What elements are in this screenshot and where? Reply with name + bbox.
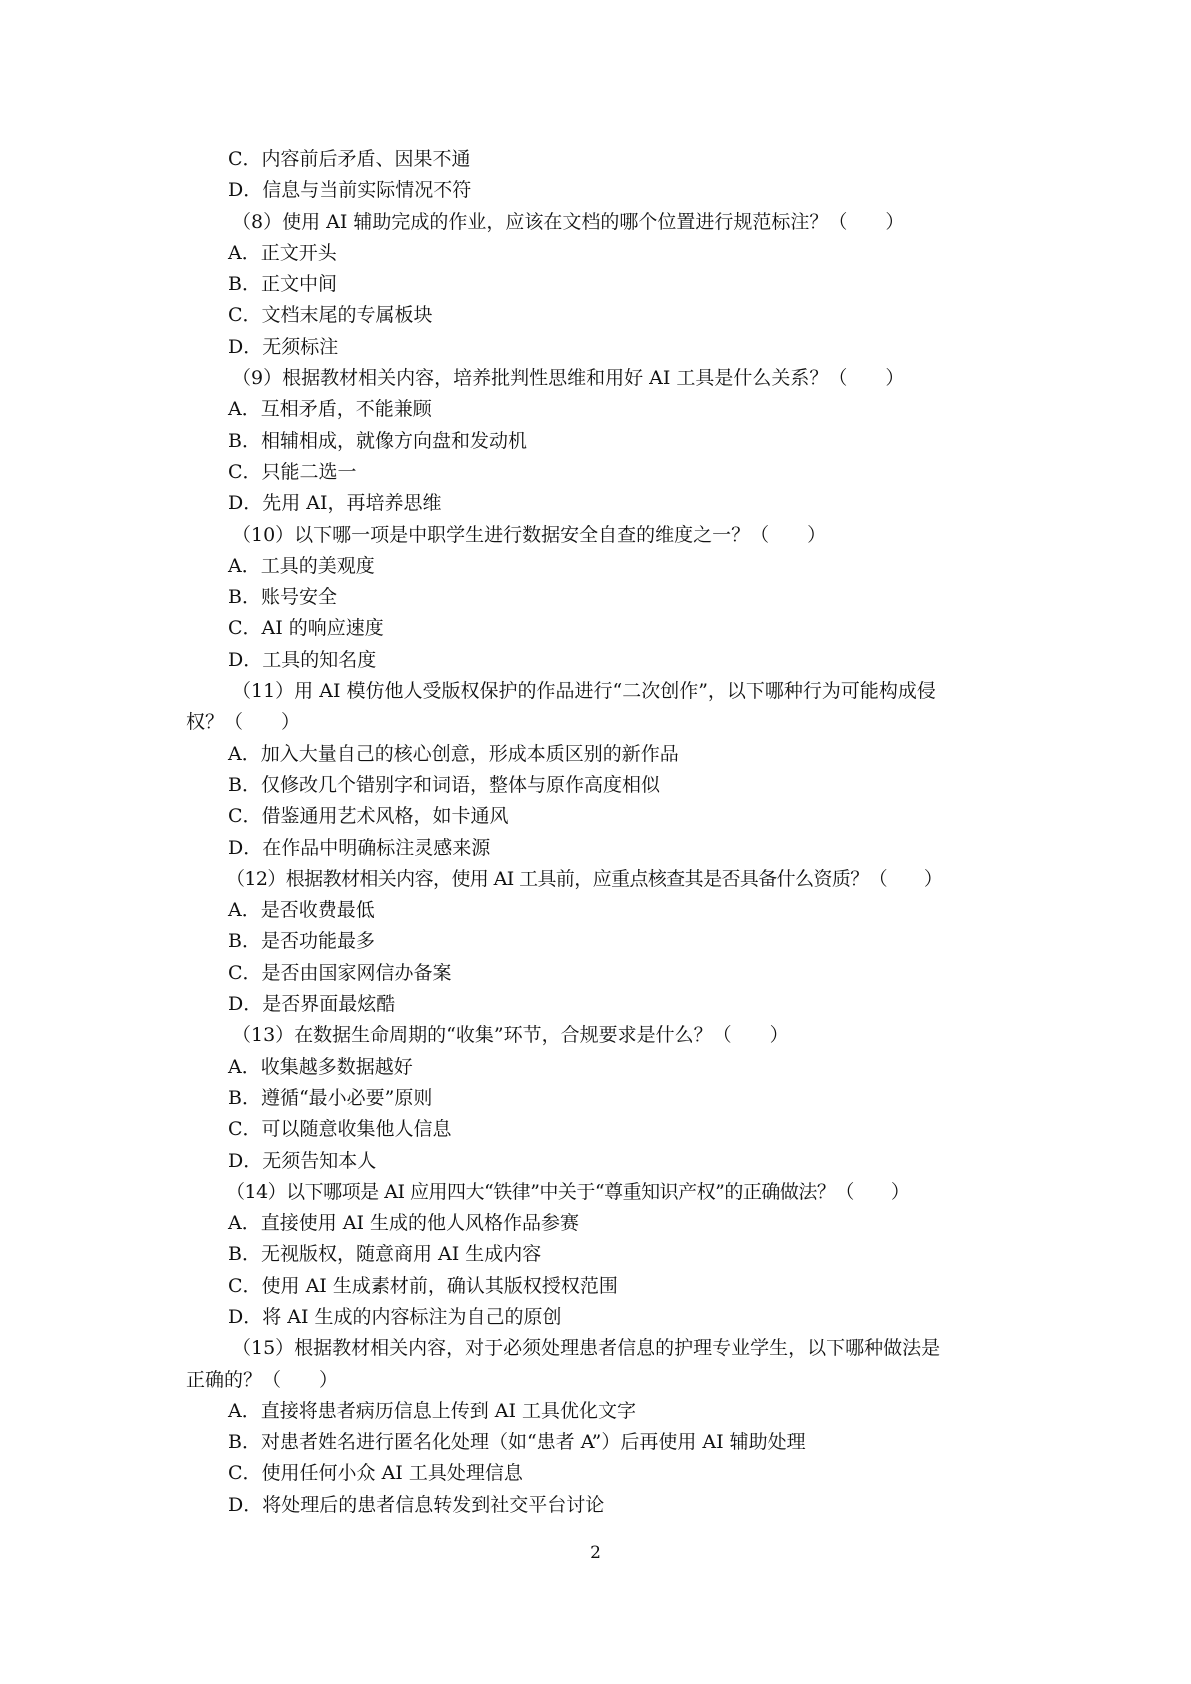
option-line: D．在作品中明确标注灵感来源 <box>228 836 491 859</box>
option-line: D．无须标注 <box>228 335 339 358</box>
option-line: A．收集越多数据越好 <box>228 1055 413 1078</box>
question-11-continuation: 权？（ ） <box>186 711 301 734</box>
question-15-continuation: 正确的？（ ） <box>186 1368 339 1391</box>
option-line: B．相辅相成，就像方向盘和发动机 <box>228 429 527 452</box>
question-11: （11）用 AI 模仿他人受版权保护的作品进行“二次创作”，以下哪种行为可能构成侵 <box>232 680 936 703</box>
option-line: B．无视版权，随意商用 AI 生成内容 <box>228 1243 542 1266</box>
option-line: C．是否由国家网信办备案 <box>228 961 452 984</box>
page-number: 2 <box>590 1543 601 1563</box>
option-line: D．信息与当前实际情况不符 <box>228 179 472 202</box>
option-line: A．直接使用 AI 生成的他人风格作品参赛 <box>228 1212 580 1235</box>
option-line: A．互相矛盾，不能兼顾 <box>228 398 432 421</box>
option-line: B．仅修改几个错别字和词语，整体与原作高度相似 <box>228 773 660 796</box>
question-8: （8）使用 AI 辅助完成的作业，应该在文档的哪个位置进行规范标注？（ ） <box>232 210 905 233</box>
option-line: D．是否界面最炫酷 <box>228 993 396 1016</box>
option-line: B．是否功能最多 <box>228 930 375 953</box>
option-line: A．正文开头 <box>228 241 337 264</box>
question-10: （10）以下哪一项是中职学生进行数据安全自查的维度之一？（ ） <box>232 523 827 546</box>
option-line: C．AI 的响应速度 <box>228 617 384 640</box>
option-line: C．只能二选一 <box>228 460 357 483</box>
option-line: B．遵循“最小必要”原则 <box>228 1086 433 1109</box>
option-line: C．使用 AI 生成素材前，确认其版权授权范围 <box>228 1274 618 1297</box>
option-line: A．直接将患者病历信息上传到 AI 工具优化文字 <box>228 1399 637 1422</box>
option-line: B．对患者姓名进行匿名化处理（如“患者 A”）后再使用 AI 辅助处理 <box>228 1431 806 1454</box>
question-14: （14）以下哪项是 AI 应用四大“铁律”中关于“尊重知识产权”的正确做法？（ ） <box>226 1180 910 1203</box>
option-line: A．是否收费最低 <box>228 899 375 922</box>
option-line: D．工具的知名度 <box>228 648 377 671</box>
option-line: D．将处理后的患者信息转发到社交平台讨论 <box>228 1493 605 1516</box>
option-line: C．文档末尾的专属板块 <box>228 304 433 327</box>
option-line: B．正文中间 <box>228 273 337 296</box>
question-15: （15）根据教材相关内容，对于必须处理患者信息的护理专业学生，以下哪种做法是 <box>232 1337 941 1360</box>
question-13: （13）在数据生命周期的“收集”环节，合规要求是什么？（ ） <box>232 1024 789 1047</box>
option-line: C．使用任何小众 AI 工具处理信息 <box>228 1462 523 1485</box>
option-line: C．借鉴通用艺术风格，如卡通风 <box>228 805 509 828</box>
question-12: （12）根据教材相关内容，使用 AI 工具前，应重点核查其是否具备什么资质？（ ） <box>226 867 943 890</box>
option-line: D．将 AI 生成的内容标注为自己的原创 <box>228 1305 562 1328</box>
option-line: D．无须告知本人 <box>228 1149 377 1172</box>
option-line: A．加入大量自己的核心创意，形成本质区别的新作品 <box>228 742 679 765</box>
option-line: A．工具的美观度 <box>228 554 375 577</box>
option-line: D．先用 AI，再培养思维 <box>228 492 442 515</box>
option-line: B．账号安全 <box>228 586 337 609</box>
question-9: （9）根据教材相关内容，培养批判性思维和用好 AI 工具是什么关系？（ ） <box>232 367 905 390</box>
option-line: C．可以随意收集他人信息 <box>228 1118 452 1141</box>
option-line: C．内容前后矛盾、因果不通 <box>228 148 471 170</box>
question-list <box>186 144 1016 1521</box>
